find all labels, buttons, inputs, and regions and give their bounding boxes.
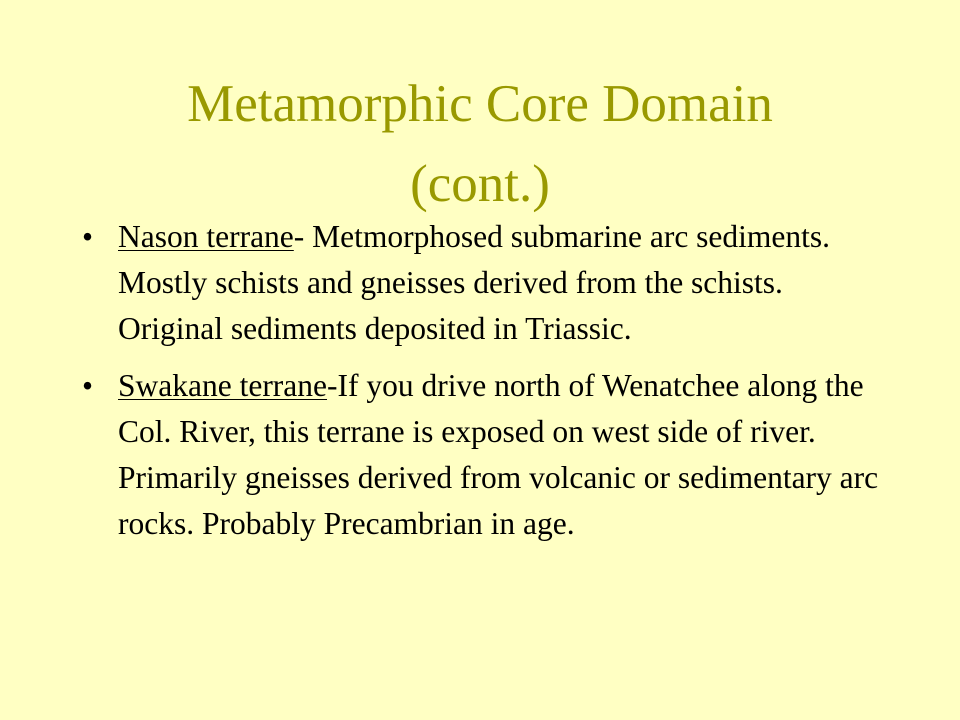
term-nason-terrane: Nason terrane [118,219,294,254]
term-swakane-terrane: Swakane terrane [118,368,328,403]
bullet-marker: • [82,368,94,403]
slide-title [60,64,900,224]
slide-title-line-2: (cont.) [410,155,550,213]
bullet-text-nason-terrane: - Metmorphosed submarine arc sediments. Mostly schists and gneisses derived from the schists. Original sediments deposited in Triassic. [118,219,831,346]
bullet-text-swakane-terrane: -If you drive north of Wenatchee along the Col. River, this terrane is exposed on west side of river. Primarily gneisses derived from volcanic or sedimentary arc rocks. Probably Precambrian in age. [118,368,879,541]
bullet-nason-terrane [82,214,882,352]
bullet-swakane-terrane [82,363,882,547]
bullet-list [82,214,882,558]
bullet-marker: • [82,219,94,254]
slide-title-line-1: Metamorphic Core Domain [187,75,773,133]
